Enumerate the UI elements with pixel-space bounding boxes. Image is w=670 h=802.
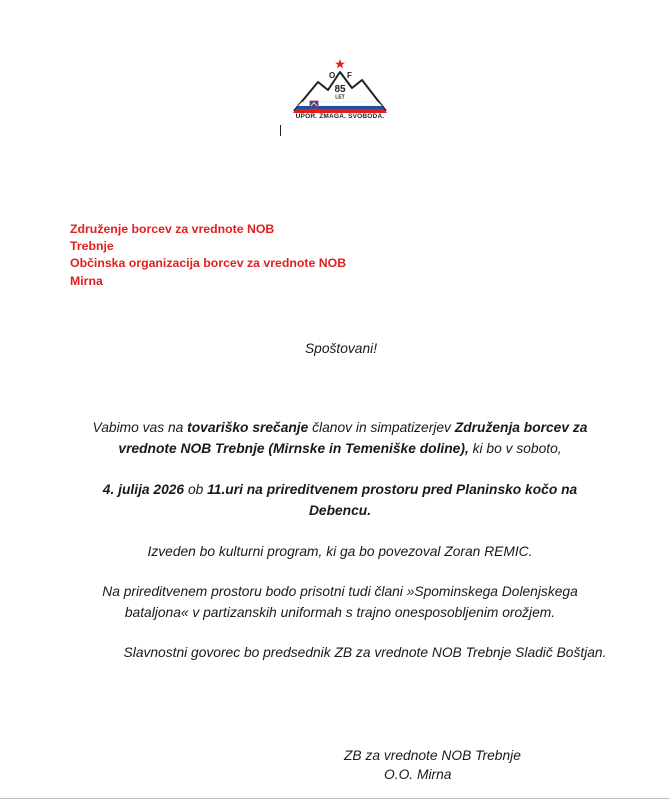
- logo-coat-of-arms-icon: [310, 101, 318, 109]
- text-cursor: [280, 125, 281, 136]
- greeting: Spoštovani!: [304, 341, 378, 356]
- org-line-4: Mirna: [70, 273, 103, 288]
- event-name: tovariško srečanje: [187, 420, 309, 435]
- logo-star-icon: [335, 59, 345, 68]
- logo-motto: UPOR. ZMAGA. SVOBODA.: [295, 113, 385, 120]
- organization-block: [70, 221, 346, 290]
- invitation-paragraph-5: Slavnostni govorec bo predsednik ZB za vrednote NOB Trebnje Sladič Boštjan.: [123, 645, 607, 660]
- page-bottom-border: [0, 798, 670, 799]
- signature-line-2: O.O. Mirna: [384, 767, 452, 782]
- org-line-3: Občinska organizacija borcev za vrednote NOB: [70, 256, 347, 271]
- event-time: 11.uri: [207, 482, 243, 497]
- event-place: na prireditvenem prostoru pred Planinsko kočo na Debencu.: [242, 482, 578, 518]
- logo-number: 85: [334, 84, 346, 95]
- event-date: 4. julija 2026: [102, 482, 185, 497]
- logo-number-unit: LET: [335, 94, 345, 101]
- logo-letter-f: F: [347, 71, 352, 80]
- org-line-2: Trebnje: [70, 239, 114, 254]
- invitation-paragraph-3: Izveden bo kulturni program, ki ga bo povezoval Zoran REMIC.: [147, 544, 533, 559]
- signature-line-1: ZB za vrednote NOB Trebnje: [344, 748, 521, 763]
- invitation-paragraph-4: Na prireditvenem prostoru bodo prisotni tudi člani »Spominskega Dolenjskega bataljona« v partizanskih uniformah s trajno onesposobljenim orožjem.: [102, 584, 578, 620]
- association-name: Združenja borcev za vrednote NOB Trebnje (Mirnske in Temeniške doline),: [118, 420, 588, 456]
- invitation-paragraph-1: Vabimo vas na tovariško srečanje članov in simpatizerjev Združenja borcev za vrednote NOB Trebnje (Mirnske in Temeniške doline), ki bo v soboto,: [92, 420, 588, 456]
- logo-letter-o: O: [329, 71, 336, 80]
- logo-flag-blue-band: [296, 106, 384, 109]
- invitation-paragraph-2: 4. julija 2026 ob 11.uri na prireditvenem prostoru pred Planinsko kočo na Debencu.: [102, 482, 578, 518]
- org-line-1: Združenje borcev za vrednote NOB: [70, 222, 275, 236]
